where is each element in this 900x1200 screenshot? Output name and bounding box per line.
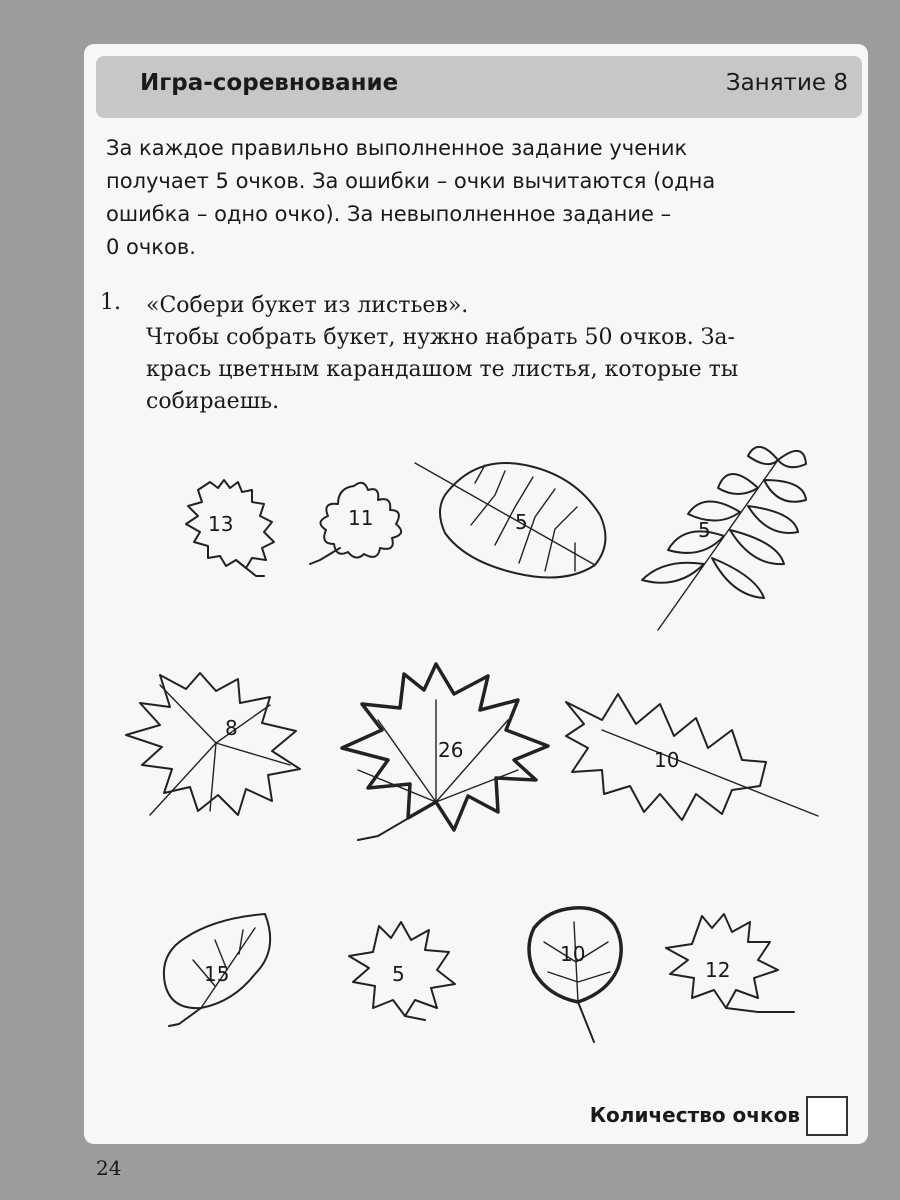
- leaf-value: 11: [348, 506, 374, 530]
- leaf-value: 26: [438, 738, 464, 762]
- rowan-leaf-icon[interactable]: [628, 430, 818, 640]
- sycamore-leaf-icon[interactable]: [120, 665, 310, 830]
- page-title: Игра-соревнование: [140, 70, 399, 96]
- leaf-value: 10: [654, 748, 680, 772]
- birch-leaf-icon[interactable]: [180, 472, 290, 582]
- leaf-value: 12: [705, 958, 731, 982]
- intro-line: 0 очков.: [106, 235, 196, 259]
- task-line: Чтобы собрать букет, нужно набрать 50 очков. За-: [146, 325, 735, 350]
- score-label: Количество очков: [589, 1103, 800, 1127]
- task-number: 1.: [100, 290, 121, 315]
- red-oak-leaf-icon[interactable]: [562, 690, 822, 825]
- task-line: «Собери букет из листьев».: [146, 293, 469, 318]
- aspen-leaf-icon[interactable]: [520, 902, 630, 1047]
- task-text: [146, 290, 826, 418]
- leaf-value: 5: [515, 510, 528, 534]
- intro-line: За каждое правильно выполненное задание ученик: [106, 136, 688, 160]
- page-number: 24: [96, 1156, 122, 1180]
- leaf-value: 5: [698, 518, 711, 542]
- leaf-value: 13: [208, 512, 234, 536]
- leaf-value: 10: [560, 942, 586, 966]
- intro-line: ошибка – одно очко). За невыполненное задание –: [106, 202, 672, 226]
- leaf-value: 15: [204, 962, 230, 986]
- intro-line: получает 5 очков. За ошибки – очки вычитаются (одна: [106, 169, 716, 193]
- plane-leaf-icon[interactable]: [662, 912, 800, 1017]
- intro-text: [106, 132, 826, 264]
- task-line: крась цветным карандашом те листья, которые ты: [146, 357, 739, 382]
- task-line: собираешь.: [146, 389, 280, 414]
- score-input-box[interactable]: [806, 1096, 848, 1136]
- leaf-value: 5: [392, 962, 405, 986]
- leaf-value: 8: [225, 716, 238, 740]
- lesson-number: Занятие 8: [725, 70, 848, 96]
